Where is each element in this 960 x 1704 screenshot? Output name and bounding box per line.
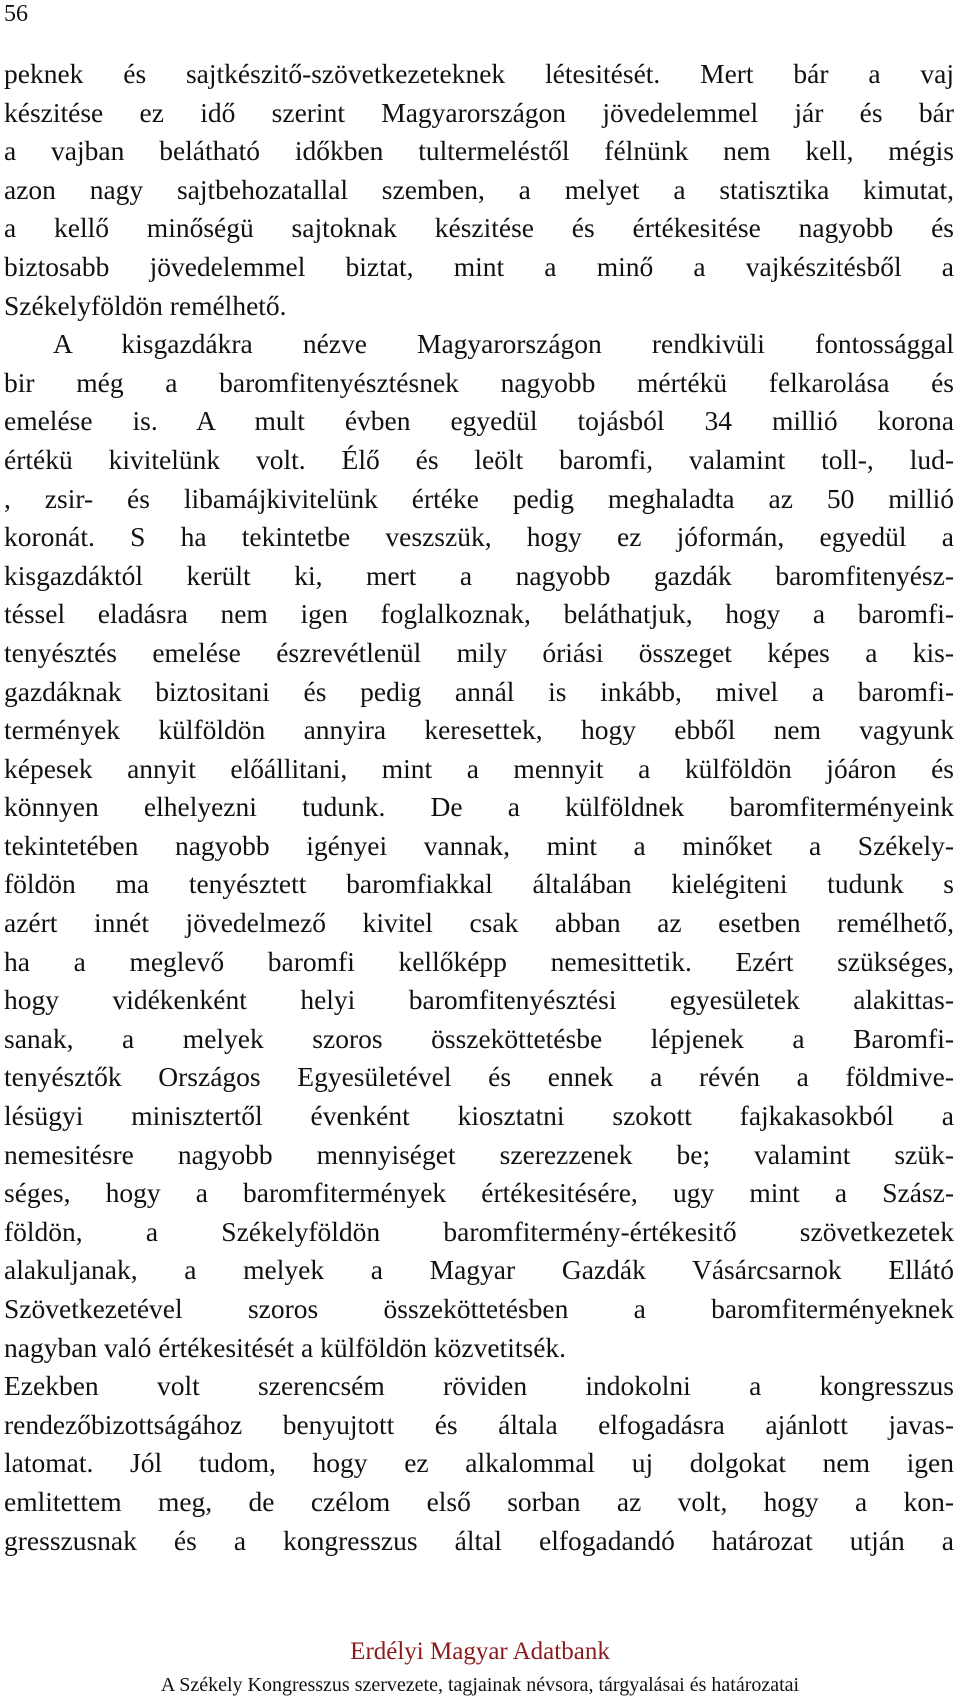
- text-line: gazdáknak biztositani és pedig annál is inkább, mivel a baromfi-: [4, 675, 954, 707]
- text-line: sanak, a melyek szoros összeköttetésbe lépjenek a Baromfi-: [4, 1022, 954, 1054]
- text-line: termények külföldön annyira keresettek, hogy ebből nem vagyunk: [4, 714, 954, 746]
- text-line: séges, hogy a baromfitermények értékesitésére, ugy mint a Szász-: [4, 1177, 954, 1209]
- text-line: biztosabb jövedelemmel biztat, mint a minő a vajkészitésből a: [4, 250, 954, 282]
- text-line: A kisgazdákra nézve Magyarországon rendkivüli fontossággal: [53, 328, 954, 360]
- text-line: emlitettem meg, de czélom első sorban az volt, hogy a kon-: [4, 1485, 954, 1517]
- text-line: bir még a baromfitenyésztésnek nagyobb mértékü felkarolása és: [4, 366, 954, 398]
- text-line: rendezőbizottságához benyujtott és általa elfogadásra ajánlott javas-: [4, 1408, 954, 1440]
- text-line: azon nagy sajtbehozatallal szemben, a melyet a statisztika kimutat,: [4, 173, 954, 205]
- text-line: tekintetében nagyobb igényei vannak, mint a minőket a Székely-: [4, 829, 954, 861]
- text-line: Szövetkezetével szoros összeköttetésben a baromfiterményeknek: [4, 1293, 954, 1324]
- text-line: peknek és sajtkészitő-szövetkezeteknek létesitését. Mert bár a vaj: [4, 58, 954, 89]
- text-line: nagyban való értékesitését a külföldön közvetitsék.: [4, 1331, 567, 1363]
- text-line: ha a meglevő baromfi kellőképp nemesittetik. Ezért szükséges,: [4, 945, 954, 977]
- text-line: a vajban belátható időkben tultermeléstől félnünk nem kell, mégis: [4, 135, 954, 167]
- text-line: lésügyi minisztertől évenként kiosztatni szokott fajkakasokból a: [4, 1100, 954, 1132]
- body-text: [4, 55, 954, 1560]
- text-line: alakuljanak, a melyek a Magyar Gazdák Vásárcsarnok Ellátó: [4, 1254, 954, 1286]
- text-line: koronát. S ha tekintetbe veszszük, hogy ez jóformán, egyedül a: [4, 521, 954, 553]
- text-line: emelése is. A mult évben egyedül tojásból 34 millió korona: [4, 405, 954, 437]
- text-line: könnyen elhelyezni tudunk. De a külföldnek baromfiterményeink: [4, 791, 954, 823]
- text-line: kisgazdáktól került ki, mert a nagyobb gazdák baromfitenyész-: [4, 559, 954, 591]
- footer-source-title: Erdélyi Magyar Adatbank: [350, 1638, 610, 1665]
- text-line: készitése ez idő szerint Magyarországon jövedelemmel jár és bár: [4, 96, 954, 128]
- text-line: a kellő minőségü sajtoknak készitése és értékesitése nagyobb és: [4, 212, 954, 244]
- text-line: tenyésztők Országos Egyesületével és ennek a révén a földmive-: [4, 1061, 954, 1093]
- text-line: tenyésztés emelése észrevétlenül mily óriási összeget képes a kis-: [4, 636, 954, 668]
- page-number: 56: [4, 1, 28, 27]
- text-line: latomat. Jól tudom, hogy ez alkalommal uj dolgokat nem igen: [4, 1447, 954, 1479]
- text-line: Székelyföldön remélhető.: [4, 289, 287, 321]
- text-line: azért innét jövedelmező kivitel csak abban az esetben remélhető,: [4, 907, 954, 939]
- text-line: nemesitésre nagyobb mennyiséget szerezzenek be; valamint szük-: [4, 1138, 954, 1170]
- text-line: földön, a Székelyföldön baromfitermény-értékesitő szövetkezetek: [4, 1215, 954, 1247]
- text-line: földön ma tenyésztett baromfiakkal általában kielégiteni tudunk s: [4, 868, 954, 900]
- text-line: téssel eladásra nem igen foglalkoznak, beláthatjuk, hogy a baromfi-: [4, 598, 954, 630]
- text-line: gresszusnak és a kongresszus által elfogadandó határozat utján a: [4, 1524, 954, 1556]
- footer-book-title: A Székely Kongresszus szervezete, tagjainak névsora, tárgyalásai és határozatai: [160, 1674, 800, 1696]
- text-line: képesek annyit előállitani, mint a mennyit a külföldön jóáron és: [4, 752, 954, 784]
- text-line: Ezekben volt szerencsém röviden indokolni a kongresszus: [4, 1370, 954, 1402]
- text-line: hogy vidékenként helyi baromfitenyésztési egyesületek alakittas-: [4, 984, 954, 1016]
- text-line: értékü kivitelünk volt. Élő és leölt baromfi, valamint toll-, lud-: [4, 443, 954, 475]
- text-line: , zsir- és libamájkivitelünk értéke pedig meghaladta az 50 millió: [4, 482, 954, 514]
